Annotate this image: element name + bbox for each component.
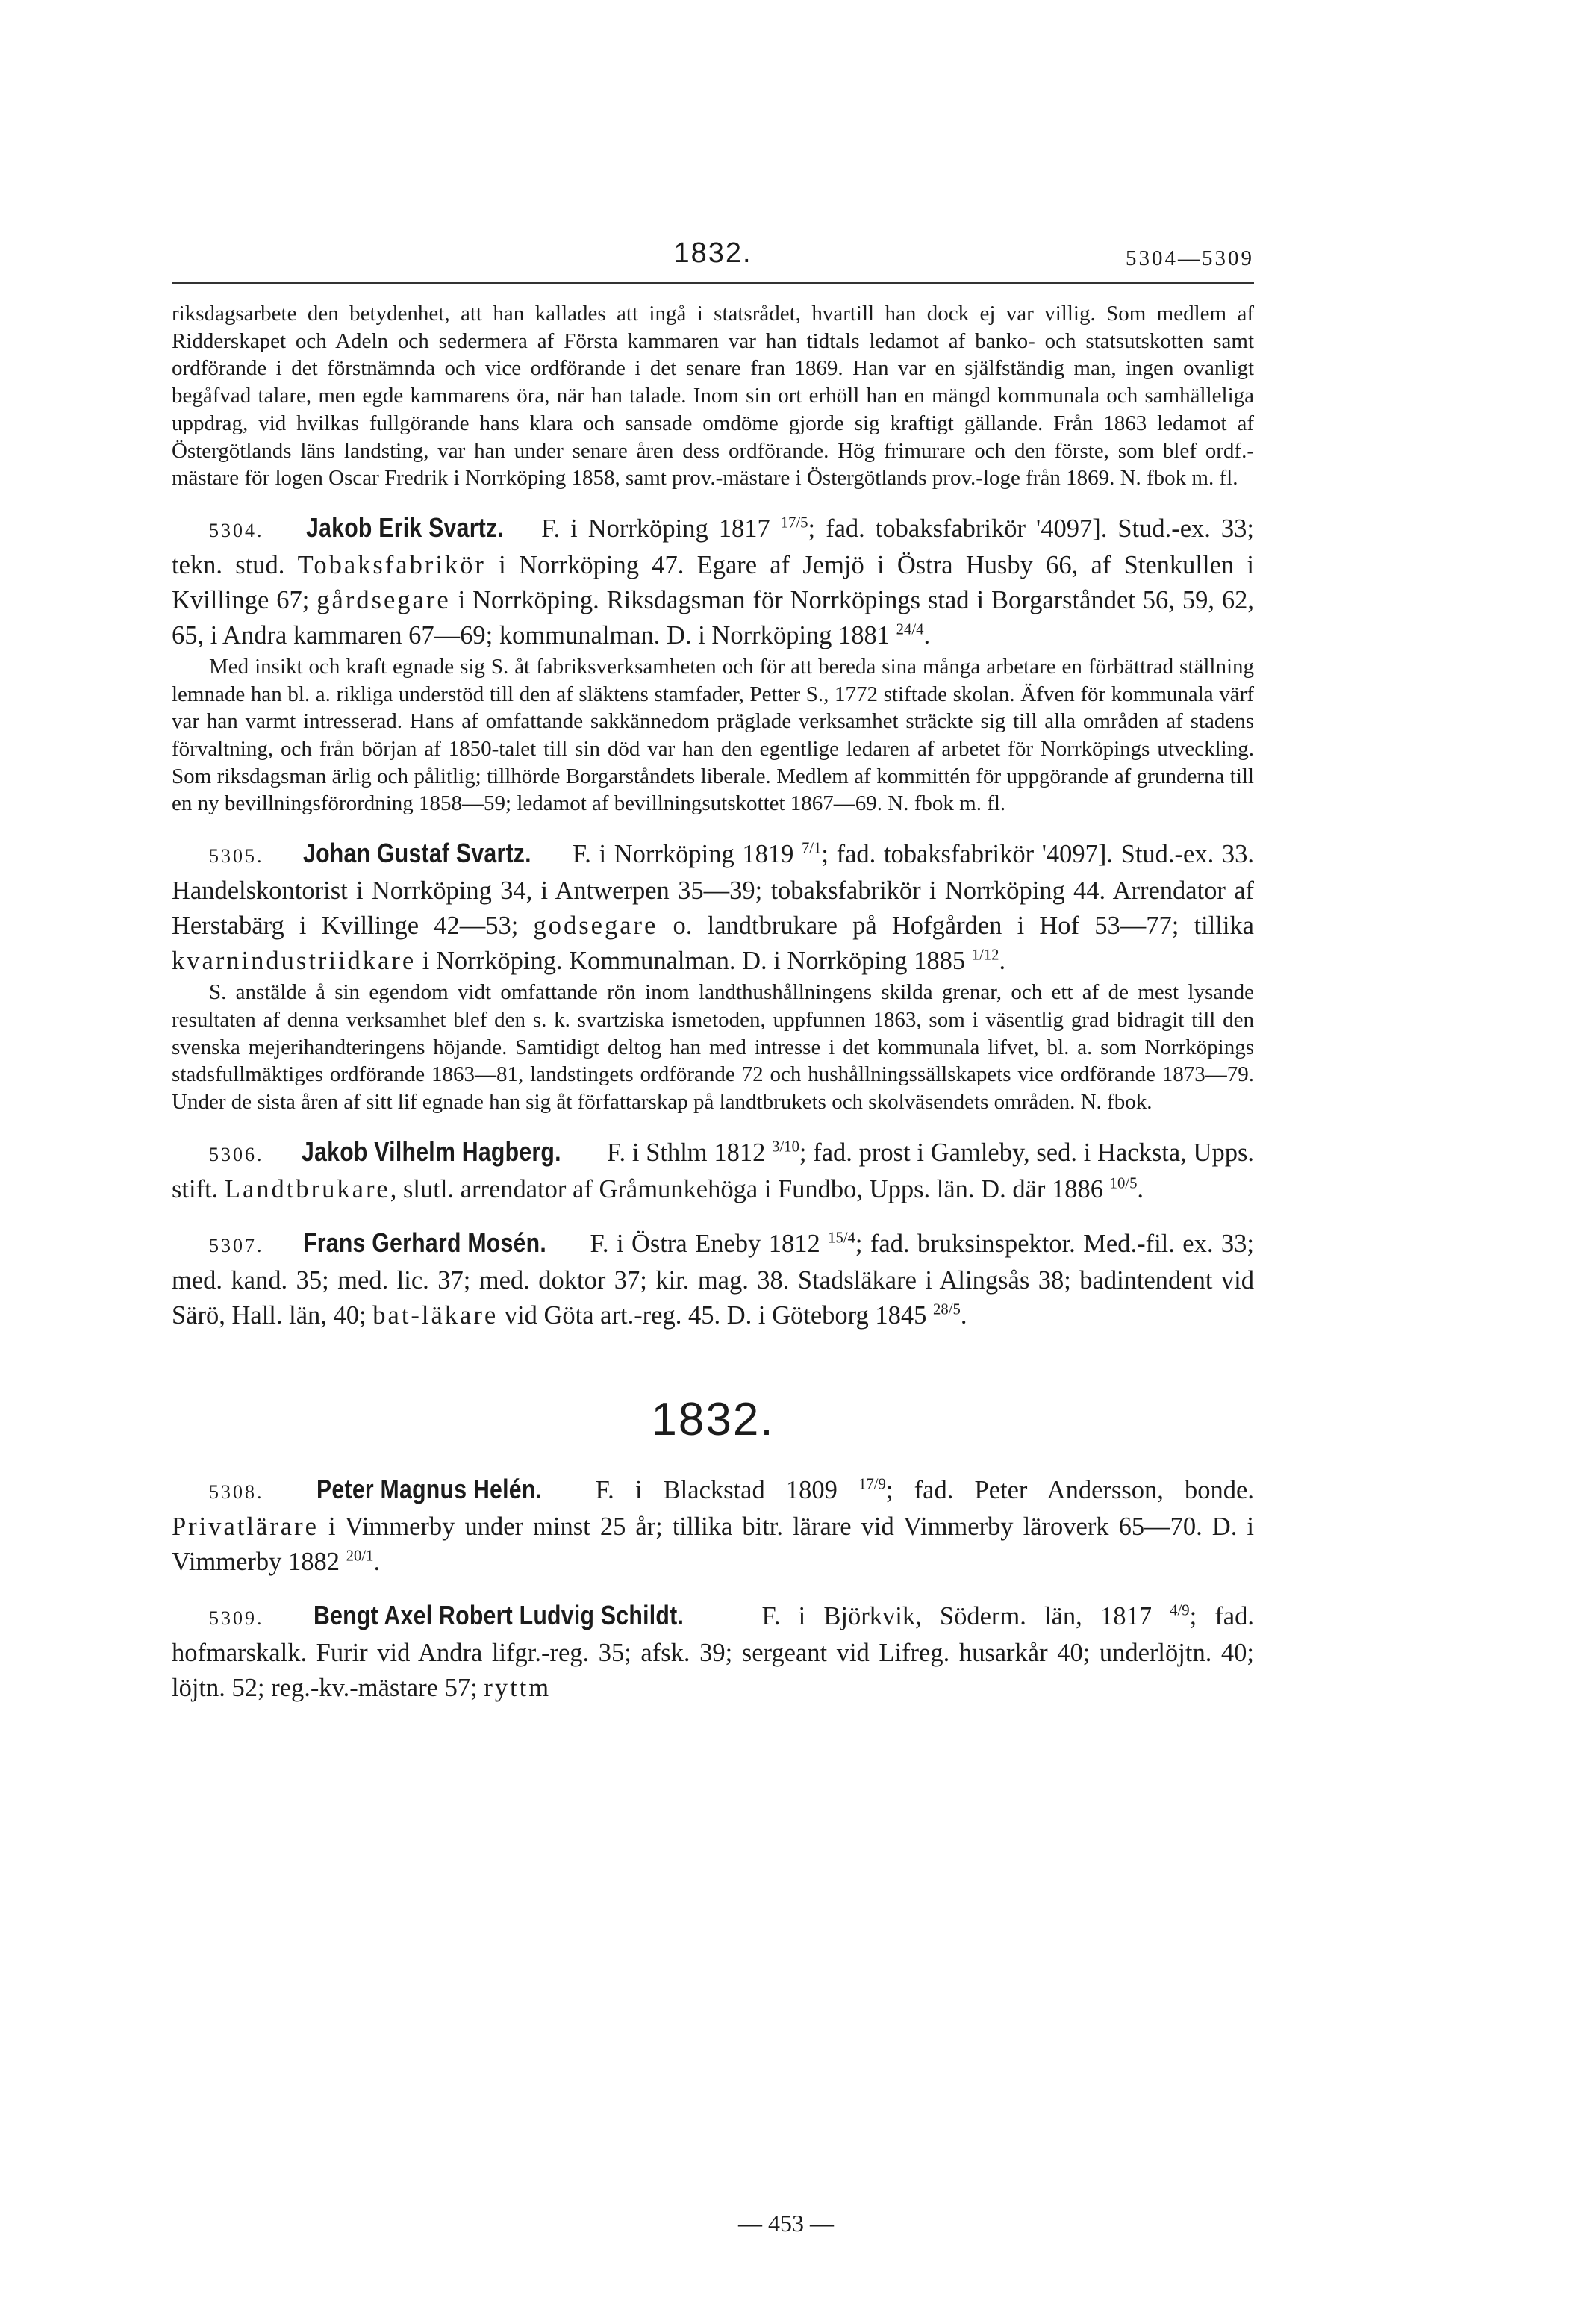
date-superscript: 1/12 [971,947,999,964]
entry-name: Jakob Erik Svartz. [305,511,504,543]
entry-number: 5308. [209,1480,264,1503]
entry-name: Bengt Axel Robert Ludvig Schildt. [313,1599,684,1630]
entry-number: 5305. [209,845,264,867]
spaced-occupation: Landtbrukare [224,1174,390,1203]
entry-5305: 5305. Johan Gustaf Svartz. F. i Norrköping 1819 $^{7/1}$; fad. tobaksfabrikör '4097]. Stud.-ex. 33. Handelskontorist i Norrköping 34, i Antwerpen 35—39; tobaksfabrikör i Norrköping 44. Arrendator af Herstabärg i Kvillinge 42—53; godsegare o. landtbrukare på Hofgården i Hof 53—77; tillika kvarnindustriidkare i Norrköping. Kommunalman. D. i Norrköping 1885 $^{1/12}$. [172,835,1254,979]
entry-name: Frans Gerhard Mosén. [302,1227,546,1258]
date-superscript: 28/5 [933,1301,961,1318]
date-superscript: 7/1 [801,840,822,857]
page-number: — 453 — [738,2210,834,2237]
spaced-occupation: Tobaksfabrikör [297,550,486,579]
spaced-occupation: gårdsegare [316,585,451,614]
date-superscript: 15/4 [828,1230,855,1247]
entry-number: 5304. [209,519,264,541]
spaced-occupation: ryttm [484,1673,552,1702]
date-superscript: 4/9 [1170,1602,1190,1619]
entry-number: 5307. [209,1234,264,1256]
running-head [172,237,1254,282]
date-superscript: 20/1 [346,1548,374,1565]
header-entry-range: 5304—5309 [1126,246,1254,270]
date-superscript: 17/9 [858,1476,886,1493]
entry-name: Jakob Vilhelm Hagberg. [302,1135,562,1167]
date-superscript: 10/5 [1109,1175,1138,1192]
section-year-heading: 1832. [651,1393,775,1445]
entry-5307: 5307. Frans Gerhard Mosén. F. i Östra Eneby 1812 $^{15/4}$; fad. bruksinspektor. Med.-fil. ex. 33; med. kand. 35; med. lic. 37; med. doktor 37; kir. mag. 38. Stadsläkare i Alingsås 38; badintendent vid Särö, Hall. län, 40; bat-läkare vid Göta art.-reg. 45. D. i Göteborg 1845 $^{28/5}$. [172,1225,1254,1333]
entry-name: Peter Magnus Helén. [316,1473,542,1504]
spaced-occupation: kvarnindustriidkare [172,947,417,976]
spaced-occupation: bat-läkare [372,1300,499,1330]
date-superscript: 17/5 [780,514,808,532]
entry-5304-biography: Med insikt och kraft egnade sig S. åt fabriksverksamheten och för att bereda sina många arbetare en förbättrad ställning lemnade han bl. a. rikliga understöd till den af släktens stamfader, Petter S., 1772 stiftade skolan. Äfven för kommunala värf var han varmt intresserad. Hans af omfattande sakkännedom präglade verksamhet sträckte sig till alla områden af stadens förvaltning, och från början af 1850-talet till sin död var han den egentlige ledaren af arbetet för Norrköpings utveckling. Som riksdagsman ärlig och pålitlig; tillhörde Borgarståndets liberale. Medlem af kommittén för uppgörande af grunderna till en ny bevillningsförordning 1858—59; ledamot af bevillningsutskottet 1867—69. N. fbok m. fl. [172,654,1254,816]
entry-5305-biography: S. anstälde å sin egendom vidt omfattande rön inom landthushållningens skilda grenar, och ett af de mest lysande resultaten af denna verksamhet blef den s. k. svartziska ismetoden, uppfunnen 1863, som i väsentlig grad bidragit till den svenska mejerihandteringens höjande. Samtidigt deltog han med intresse i det kommunala lifvet, bl. a. som Norrköpings stadsfullmäktiges ordförande 1863—81, landstingets ordförande 72 och hushållningssällskapets vice ordförande 1873—79. Under de sista åren af sitt lif egnade han sig åt författarskap på landtbrukets och skolväsendets områden. N. fbok. [172,980,1254,1114]
spaced-occupation: Privatlärare [172,1512,319,1541]
entry-number: 5306. [209,1143,264,1165]
spaced-occupation: godsegare [533,912,658,941]
date-superscript: 3/10 [772,1138,799,1156]
entry-5309: 5309. Bengt Axel Robert Ludvig Schildt. F. i Björkvik, Söderm. län, 1817 $^{4/9}$; fad. hofmarskalk. Furir vid Andra lifgr.-reg. 35; afsk. 39; sergeant vid Lifreg. husarkår 40; underlöjtn. 40; löjtn. 52; reg.-kv.-mästare 57; ryttm [172,1598,1254,1706]
header-year: 1832. [673,237,752,269]
entry-number: 5309. [209,1607,264,1629]
page-body [172,300,1254,1706]
entry-5306: 5306. Jakob Vilhelm Hagberg. F. i Sthlm 1812 $^{3/10}$; fad. prost i Gamleby, sed. i Hacksta, Upps. stift. Landtbrukare, slutl. arrendator af Gråmunkehöga i Fundbo, Upps. län. D. där 1886 $^{10/5}$. [172,1134,1254,1207]
entry-5304: 5304. Jakob Erik Svartz. F. i Norrköping 1817 $^{17/5}$; fad. tobaksfabrikör '4097]. Stud.-ex. 33; tekn. stud. Tobaksfabrikör i Norrköping 47. Egare af Jemjö i Östra Husby 66, af Stenkullen i Kvillinge 67; gårdsegare i Norrköping. Riksdagsman för Norrköpings stad i Borgarståndet 56, 59, 62, 65, i Andra kammaren 67—69; kommunalman. D. i Norrköping 1881 $^{24/4}$. [172,510,1254,653]
date-superscript: 24/4 [896,621,924,638]
entry-5308: 5308. Peter Magnus Helén. F. i Blackstad 1809 $^{17/9}$; fad. Peter Andersson, bonde. Privatlärare i Vimmerby under minst 25 år; tillika bitr. lärare vid Vimmerby läroverk 65—70. D. i Vimmerby 1882 $^{20/1}$. [172,1471,1254,1580]
entry-name: Johan Gustaf Svartz. [303,838,531,869]
continuation-paragraph: riksdagsarbete den betydenhet, att han kallades att ingå i statsrådet, hvartill han dock ej var villig. Som medlem af Ridderskapet och Adeln och sedermera af Första kammaren var han tidtals ledamot af banko- och statsutskotten samt ordförande i det förstnämnda och vice ordförande i det senare fran 1869. Han var en själfständig man, ingen ovanligt begåfvad talare, men egde kammarens öra, när han talade. Inom sin ort erhöll han en mängd kommunala och samhälleliga uppdrag, vid hvilkas fullgörande hans klara och sansade omdöme gjorde sig kraftigt gällande. Från 1863 ledamot af Östergötlands läns landsting, var han under senare åren dess ordförande. Hög frimurare och den förste, som blef ordf.-mästare för logen Oscar Fredrik i Norrköping 1858, samt prov.-mästare i Östergötlands prov.-loge från 1869. N. fbok m. fl. [172,302,1254,490]
header-rule [172,282,1254,284]
